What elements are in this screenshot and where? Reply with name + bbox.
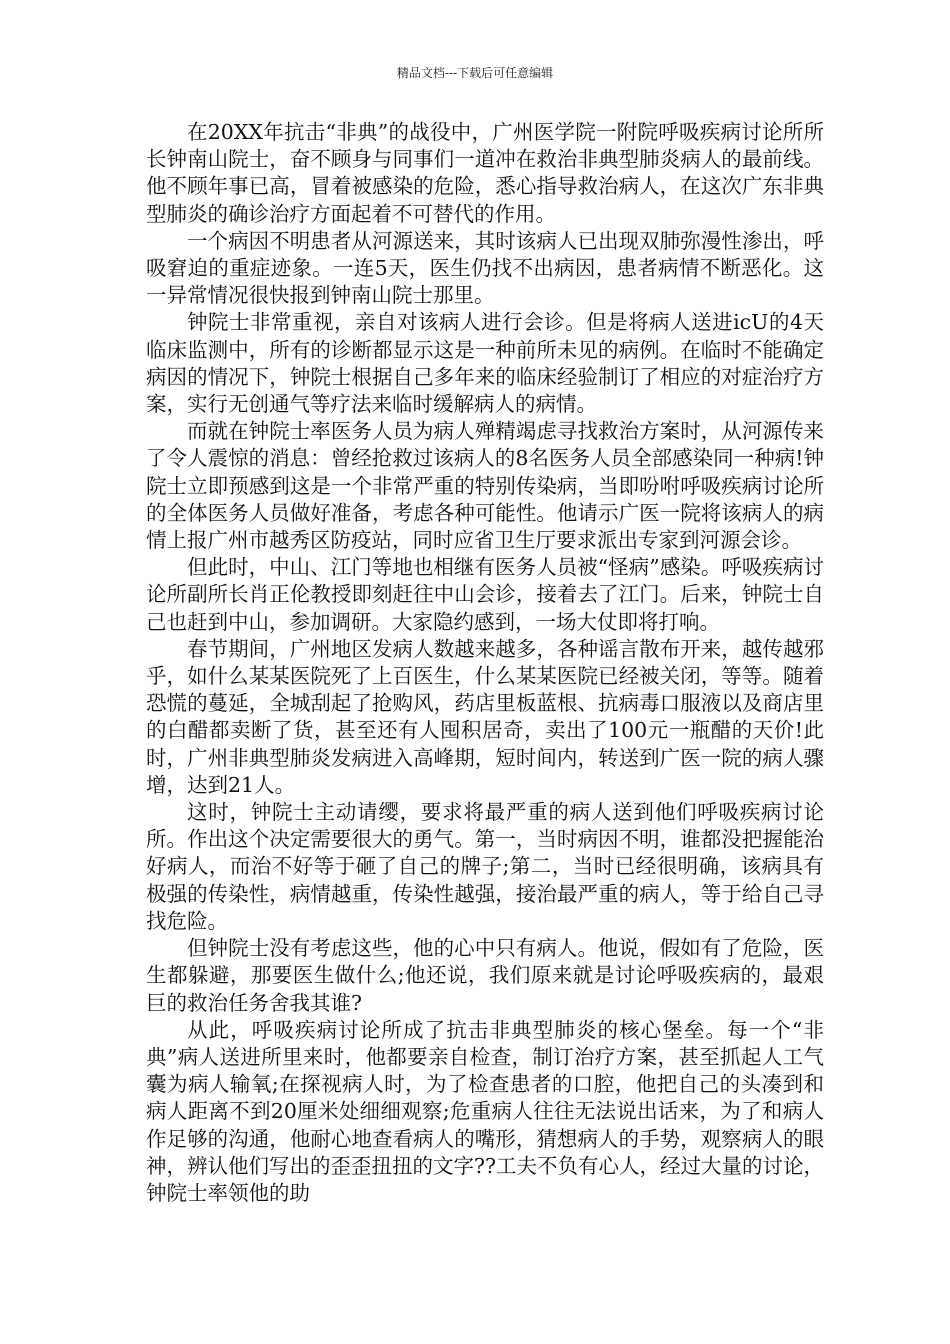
paragraph: 但此时，中山、江门等地也相继有医务人员被“怪病”感染。呼吸疾病讨论所副所长肖正伦教授即刻赶往中山会诊，接着去了江门。后来，钟院士自己也赶到中山，参加调研。大家隐约感到，一场大仗即将打响。 (146, 555, 824, 634)
article-body (146, 119, 824, 1207)
paragraph: 而就在钟院士率医务人员为病人殚精竭虑寻找救治方案时，从河源传来了令人震惊的消息：曾经抢救过该病人的8名医务人员全部感染同一种病!钟院士立即预感到这是一个非常严重的特别传染病，当即吩咐呼吸疾病讨论所的全体医务人员做好准备，考虑各种可能性。他请示广医一院将该病人的病情上报广州市越秀区防疫站，同时应省卫生厅要求派出专家到河源会诊。 (146, 419, 824, 553)
paragraph: 但钟院士没有考虑这些，他的心中只有病人。他说，假如有了危险，医生都躲避，那要医生做什么;他还说，我们原来就是讨论呼吸疾病的，最艰巨的救治任务舍我其谁? (146, 936, 824, 1015)
paragraph: 在20XX年抗击“非典”的战役中，广州医学院一附院呼吸疾病讨论所所长钟南山院士，奋不顾身与同事们一道冲在救治非典型肺炎病人的最前线。他不顾年事已高，冒着被感染的危险，悉心指导救治病人，在这次广东非典型肺炎的确诊治疗方面起着不可替代的作用。 (146, 120, 824, 226)
paragraph: 春节期间，广州地区发病人数越来越多，各种谣言散布开来，越传越邪乎，如什么某某医院死了上百医生，什么某某医院已经被关闭，等等。随着恐慌的蔓延，全城刮起了抢购风，药店里板蓝根、抗病毒口服液以及商店里的白醋都卖断了货，甚至还有人囤积居奇，卖出了100元一瓶醋的天价!此时，广州非典型肺炎发病进入高峰期，短时间内，转送到广医一院的病人骤增，达到21人。 (146, 636, 824, 797)
paragraph: 从此，呼吸疾病讨论所成了抗击非典型肺炎的核心堡垒。每一个“非典”病人送进所里来时，他都要亲自检查，制订治疗方案，甚至抓起人工气囊为病人输氧;在探视病人时，为了检查患者的口腔，他把自己的头凑到和病人距离不到20厘米处细细观察;危重病人往往无法说出话来，为了和病人作足够的沟通，他耐心地查看病人的嘴形，猜想病人的手势，观察病人的眼神，辨认他们写出的歪歪扭扭的文字??工夫不负有心人，经过大量的讨论，钟院士率领他的助 (146, 1017, 824, 1205)
paragraph: 一个病因不明患者从河源送来，其时该病人已出现双肺弥漫性渗出，呼吸窘迫的重症迹象。一连5天，医生仍找不出病因，患者病情不断恶化。这一异常情况很快报到钟南山院士那里。 (146, 228, 824, 308)
running-header: 精品文档---下载后可任意编辑 (396, 66, 554, 80)
paragraph: 钟院士非常重视，亲自对该病人进行会诊。但是将病人送进icU的4天临床监测中，所有的诊断都显示这是一种前所未见的病例。在临时不能确定病因的情况下，钟院士根据自己多年来的临床经验制订了相应的对症治疗方案，实行无创通气等疗法来临时缓解病人的病情。 (146, 310, 824, 417)
paragraph: 这时，钟院士主动请缨，要求将最严重的病人送到他们呼吸疾病讨论所。作出这个决定需要很大的勇气。第一，当时病因不明，谁都没把握能治好病人，而治不好等于砸了自己的牌子;第二，当时已经很明确，该病具有极强的传染性，病情越重，传染性越强，接治最严重的病人，等于给自己寻找危险。 (146, 800, 824, 933)
